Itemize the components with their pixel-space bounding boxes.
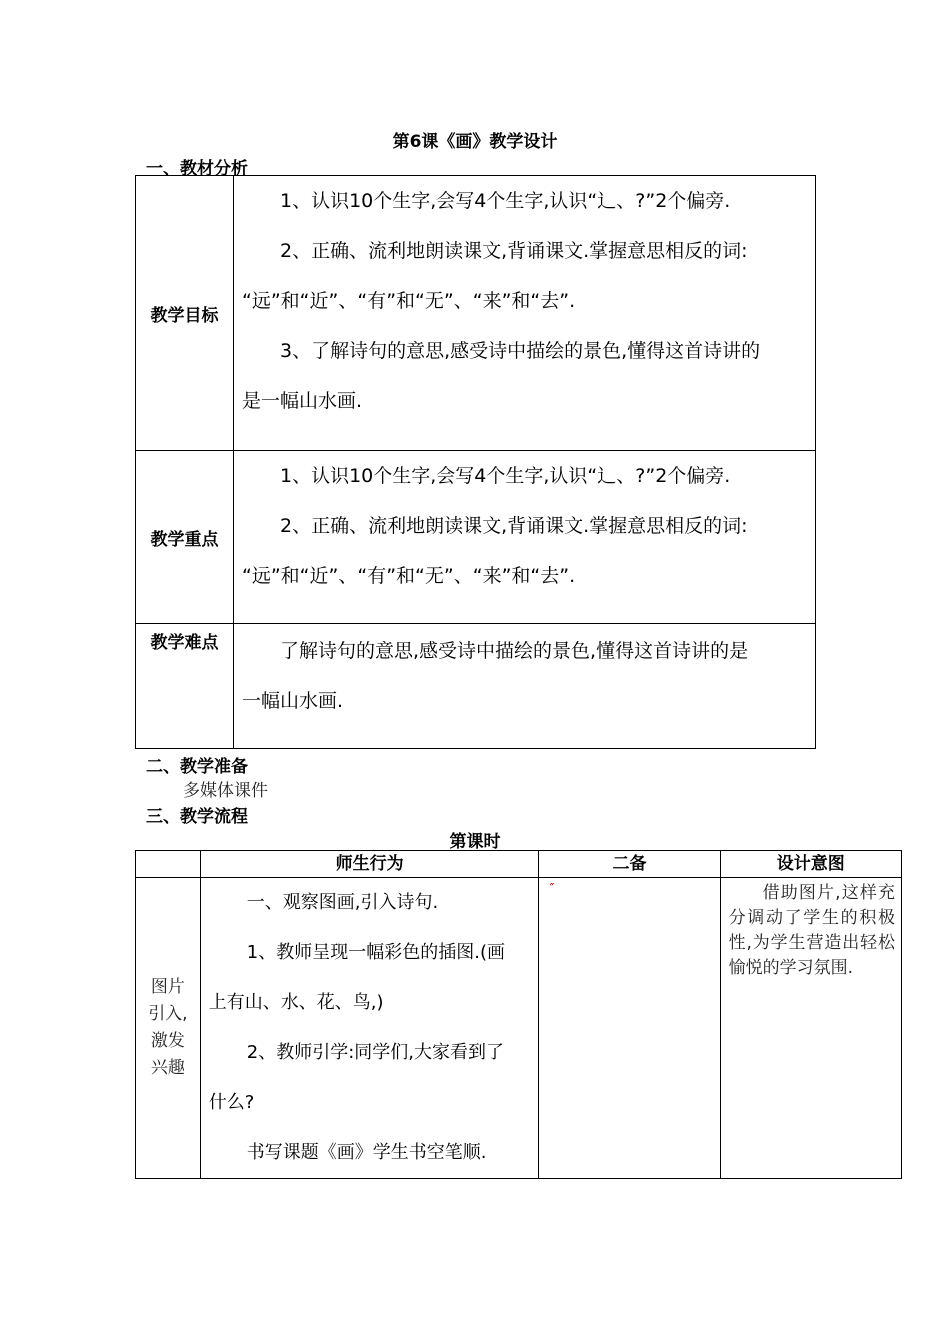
actions-cell	[200, 878, 539, 1179]
action-line: 什么?	[208, 1092, 255, 1113]
intent-text: 借助图片,这样充分调动了学生的积极性,为学生营造出轻松愉悦的学习氛围.	[728, 883, 895, 978]
document-title: 第6课《画》教学设计	[392, 132, 558, 152]
stage-cell	[136, 878, 201, 1179]
difficulties-label: 教学难点	[136, 624, 234, 749]
flow-header-intent: 设计意图	[720, 851, 901, 878]
flow-header-row	[136, 851, 902, 878]
stage-line: 激发	[150, 1031, 185, 1051]
difficulties-content	[234, 624, 816, 749]
revision-mark: ″	[549, 882, 555, 897]
key-points-row	[136, 451, 816, 624]
key-points-label: 教学重点	[136, 451, 234, 624]
goals-line: 3、了解诗句的意思,感受诗中描绘的景色,懂得这首诗讲的	[280, 340, 761, 362]
action-line: 书写课题《画》学生书空笔顺.	[246, 1142, 487, 1163]
key-points-content	[234, 451, 816, 624]
goals-line: 1、认识10个生字,会写4个生字,认识“辶、?”2个偏旁.	[280, 190, 731, 212]
key-points-line: 2、正确、流利地朗读课文,背诵课文.掌握意思相反的词:	[280, 515, 748, 537]
flow-header-actions: 师生行为	[200, 851, 539, 878]
key-points-line: “远”和“近”、“有”和“无”、“来”和“去”.	[242, 565, 576, 587]
key-points-line: 1、认识10个生字,会写4个生字,认识“辶、?”2个偏旁.	[280, 465, 731, 487]
difficulties-line: 一幅山水画.	[242, 690, 344, 712]
action-line: 1、教师呈现一幅彩色的插图.(画	[246, 942, 505, 963]
period-label: 第课时	[449, 832, 501, 852]
second-prep-cell	[539, 878, 720, 1179]
flow-header-stage	[136, 851, 201, 878]
goals-label: 教学目标	[136, 176, 234, 451]
difficulties-line: 了解诗句的意思,感受诗中描绘的景色,懂得这首诗讲的是	[280, 640, 749, 662]
difficulties-row	[136, 624, 816, 749]
stage-line: 图片	[150, 977, 185, 997]
analysis-table	[135, 175, 816, 749]
goals-row	[136, 176, 816, 451]
goals-line: 2、正确、流利地朗读课文,背诵课文.掌握意思相反的词:	[280, 240, 748, 262]
flow-header-second-prep: 二备	[539, 851, 720, 878]
section-heading-materials: 一、教材分析	[146, 159, 248, 179]
stage-line: 兴趣	[150, 1058, 185, 1078]
goals-content	[234, 176, 816, 451]
goals-line: “远”和“近”、“有”和“无”、“来”和“去”.	[242, 290, 576, 312]
flow-table	[135, 850, 902, 1179]
section-heading-preparation: 二、教学准备	[146, 757, 248, 777]
action-line: 2、教师引学:同学们,大家看到了	[246, 1042, 505, 1063]
action-line: 一、观察图画,引入诗句.	[246, 892, 439, 913]
action-line: 上有山、水、花、鸟,)	[208, 992, 384, 1013]
preparation-content: 多媒体课件	[183, 781, 268, 801]
goals-line: 是一幅山水画.	[242, 390, 363, 412]
stage-line: 引入,	[148, 1004, 188, 1024]
flow-row	[136, 878, 902, 1179]
intent-cell	[720, 878, 901, 1179]
section-heading-flow: 三、教学流程	[146, 807, 248, 827]
